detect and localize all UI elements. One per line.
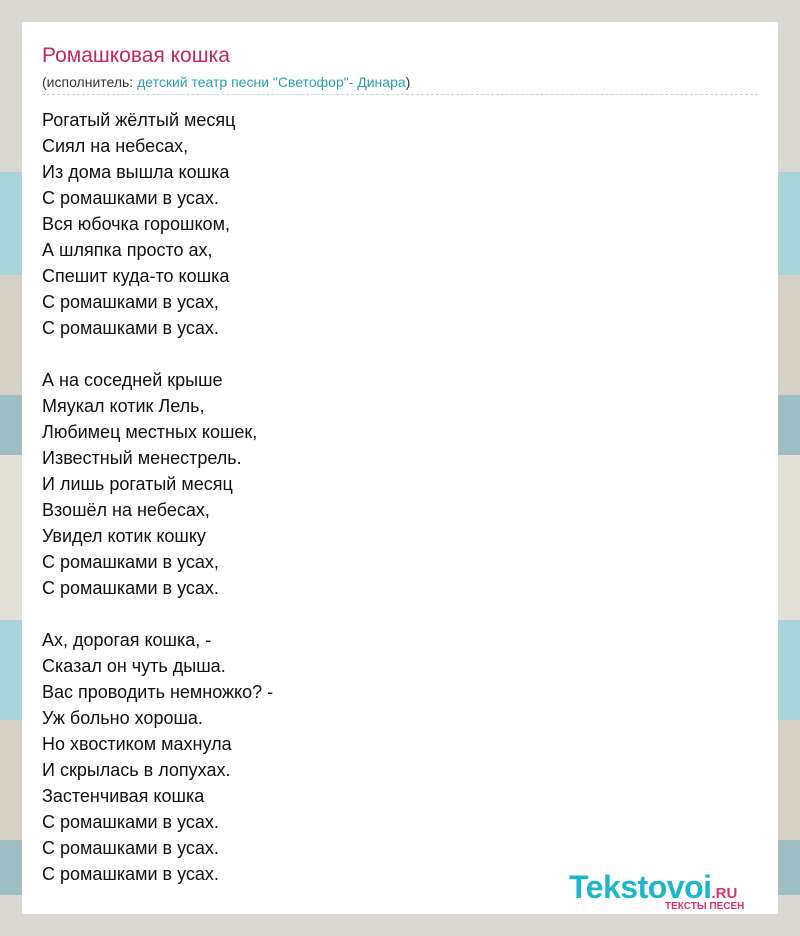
lyric-line: Из дома вышла кошка — [42, 162, 230, 182]
lyric-line: Застенчивая кошка — [42, 786, 205, 806]
lyric-line: Сказал он чуть дыша. — [42, 656, 226, 676]
logo-main-text: Tekstovoi — [569, 869, 712, 905]
lyric-line: Спешит куда-то кошка — [42, 266, 230, 286]
lyric-line: Мяукал котик Лель, — [42, 396, 205, 416]
lyrics-card — [22, 22, 778, 914]
lyric-line: Но хвостиком махнула — [42, 734, 232, 754]
verse-3 — [42, 627, 758, 887]
artist-prefix: (исполнитель: — [42, 74, 138, 90]
lyric-line: Вся юбочка горошком, — [42, 214, 230, 234]
lyric-line: С ромашками в усах. — [42, 812, 219, 832]
lyric-line: И скрылась в лопухах. — [42, 760, 231, 780]
lyric-line: И лишь рогатый месяц — [42, 474, 233, 494]
lyric-line: Увидел котик кошку — [42, 526, 206, 546]
artist-line — [42, 72, 758, 95]
lyric-line: С ромашками в усах, — [42, 292, 219, 312]
lyric-line: А на соседней крыше — [42, 370, 223, 390]
lyric-line: Уж больно хороша. — [42, 708, 203, 728]
stanza-gap — [42, 601, 758, 627]
lyric-line: Ах, дорогая кошка, - — [42, 630, 212, 650]
site-logo[interactable] — [569, 870, 769, 915]
lyric-line: Любимец местных кошек, — [42, 422, 258, 442]
verse-1 — [42, 107, 758, 341]
logo-domain-suffix: .RU — [711, 885, 738, 902]
lyric-line: С ромашками в усах. — [42, 578, 219, 598]
lyric-line: Рогатый жёлтый месяц — [42, 110, 236, 130]
lyric-line: С ромашками в усах, — [42, 552, 219, 572]
lyric-line: Сиял на небесах, — [42, 136, 189, 156]
lyric-line: С ромашками в усах. — [42, 838, 219, 858]
lyric-line: С ромашками в усах. — [42, 318, 219, 338]
lyric-line: А шляпка просто ах, — [42, 240, 213, 260]
song-title: Ромашковая кошка — [42, 44, 230, 67]
verse-2 — [42, 367, 758, 601]
stanza-gap — [42, 341, 758, 367]
artist-link[interactable]: детский театр песни "Светофор"- Динара — [137, 74, 406, 90]
logo-tagline: ТЕКСТЫ ПЕСЕН — [665, 901, 745, 912]
lyrics-body — [42, 107, 758, 887]
lyric-line: С ромашками в усах. — [42, 864, 219, 884]
artist-suffix: ) — [405, 74, 411, 90]
lyric-line: Взошёл на небесах, — [42, 500, 210, 520]
lyric-line: Известный менестрель. — [42, 448, 242, 468]
lyric-line: Вас проводить немножко? - — [42, 682, 274, 702]
lyric-line: С ромашками в усах. — [42, 188, 219, 208]
